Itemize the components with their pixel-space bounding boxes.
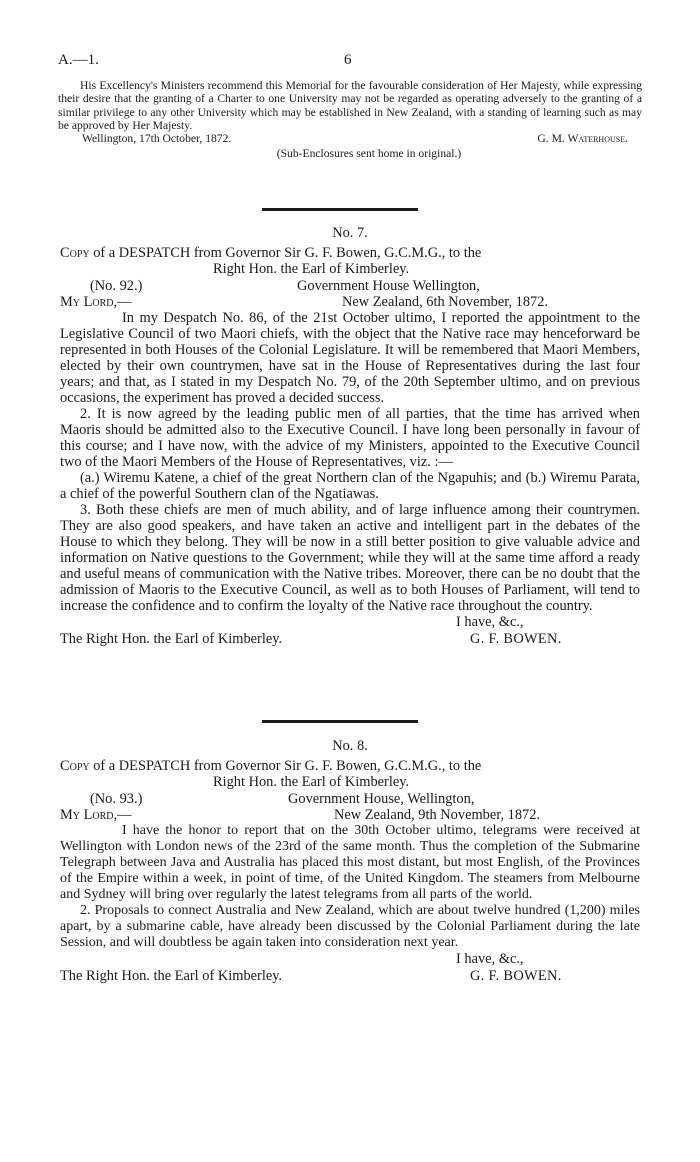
- despatch-salutation: My Lord,—: [60, 807, 132, 823]
- despatch-paragraph-1: In my Despatch No. 86, of the 21st October ultimo, I reported the appointment to the Legislative Council of two Maori chiefs, with the object that the Native race may henceforward be represented in both Houses of the Colonial Legislature. It will be remembered that Maori Members, elected by their own countrymen, have sat in the House of Representatives during the last four years; and that, as I stated in my Despatch No. 79, of the 20th September ultimo, and on previous occasions, the experiment has proved a decided success.: [60, 310, 640, 406]
- despatch-paragraph-2: 2. It is now agreed by the leading public men of all parties, that the time has arrived when Maoris should be admitted also to the Executive Council. I have long been personally in favour of this course; and I have now, with the advice of my Ministers, appointed to the Executive Council two of the Maori Members of the House of Representatives, viz. :—: [60, 406, 640, 470]
- despatch-closing: [60, 614, 640, 648]
- despatch-paragraph-2: 2. Proposals to connect Australia and New Zealand, which are about twelve hundred (1,200) miles apart, by a submarine cable, have already been discussed by the Colonial Parliament during the late Session, and will doubtless be again taken into consideration next year.: [60, 903, 640, 950]
- heading-prefix: Copy: [60, 245, 90, 261]
- despatch-paragraph-2b: (a.) Wiremu Katene, a chief of the great Northern clan of the Ngapuhis; and (b.) Wiremu Parata, a chief of the powerful Southern clan of the Ngatiawas.: [60, 470, 640, 502]
- despatch-place-line-2: New Zealand, 9th November, 1872.: [334, 807, 541, 823]
- despatch-salutation-row: [60, 807, 640, 823]
- despatch-salutation: My Lord,—: [60, 294, 132, 310]
- document-reference: A.—1.: [58, 52, 99, 68]
- heading-line-1: of a DESPATCH from Governor Sir G. F. Bowen, G.C.M.G., to the: [93, 758, 482, 774]
- despatch-ref-no: (No. 93.): [90, 791, 143, 807]
- despatch-no-8: [60, 738, 640, 985]
- memo-date: Wellington, 17th October, 1872.: [82, 132, 232, 146]
- despatch-paragraph-3: 3. Both these chiefs are men of much ability, and of large influence among their countrymen. They are also good speakers, and have taken an active and intelligent part in the debates of the House to which they belong. They will be now in a still better position to give valuable advice and information on Native questions to the Government; while they will at the same time afford a ready and useful means of communication with the Native tribes. Moreover, there can be no doubt that the admission of Maoris to the Executive Council, as well as to both Houses of Parliament, will tend to increase the confidence and to confirm the loyalty of the Native race throughout the country.: [60, 502, 640, 614]
- memorial-note: [58, 79, 642, 160]
- despatch-place-line-2: New Zealand, 6th November, 1872.: [342, 294, 549, 310]
- despatch-address-row: [60, 278, 640, 294]
- closing-phrase: I have, &c.,: [456, 614, 524, 630]
- memo-dateline: [58, 132, 642, 146]
- despatch-no-7: [60, 225, 640, 648]
- despatch-number: No. 7.: [332, 225, 368, 241]
- closing-phrase: I have, &c.,: [456, 951, 524, 967]
- sub-enclosures-note: (Sub-Enclosures sent home in original.): [276, 147, 462, 161]
- despatch-salutation-row: [60, 294, 640, 310]
- section-divider: [262, 208, 418, 211]
- despatch-address-row: [60, 791, 640, 807]
- heading-line-2: Right Hon. the Earl of Kimberley.: [213, 261, 410, 277]
- signature: G. F. BOWEN.: [470, 968, 562, 984]
- heading-line-2: Right Hon. the Earl of Kimberley.: [213, 774, 410, 790]
- despatch-paragraph-1: I have the honor to report that on the 30th October ultimo, telegrams were received at Wellington with London news of the 23rd of the same month. Thus the completion of the Submarine Telegraph between Java and Australia has placed this most distant, but most English, of the Provinces of the Empire within a week, in point of time, of the United Kingdom. The steamers from Melbourne and Sydney will bring over regularly the latest telegrams from all parts of the world.: [60, 823, 640, 902]
- despatch-heading: [60, 245, 640, 261]
- memo-text: His Excellency's Ministers recommend this Memorial for the favourable consideration of Her Majesty, while expressing their desire that the granting of a Charter to one University may not be regarded as operating adversely to the granting of a similar privilege to any other University which may be established in New Zealand, with a standing of learning such as may be approved by Her Majesty.: [58, 79, 642, 132]
- section-divider: [262, 720, 418, 723]
- despatch-closing: [60, 951, 640, 985]
- signature: G. F. BOWEN.: [470, 631, 562, 647]
- heading-prefix: Copy: [60, 758, 90, 774]
- despatch-place-line-1: Government House Wellington,: [297, 278, 480, 294]
- memo-signature: G. M. Waterhouse.: [537, 132, 628, 146]
- page-number: 6: [344, 52, 352, 68]
- despatch-number: No. 8.: [332, 738, 368, 754]
- despatch-heading: [60, 758, 640, 774]
- despatch-place-line-1: Government House, Wellington,: [288, 791, 475, 807]
- addressee: The Right Hon. the Earl of Kimberley.: [60, 631, 283, 647]
- heading-line-1: of a DESPATCH from Governor Sir G. F. Bowen, G.C.M.G., to the: [93, 245, 482, 261]
- addressee: The Right Hon. the Earl of Kimberley.: [60, 968, 283, 984]
- despatch-ref-no: (No. 92.): [90, 278, 143, 294]
